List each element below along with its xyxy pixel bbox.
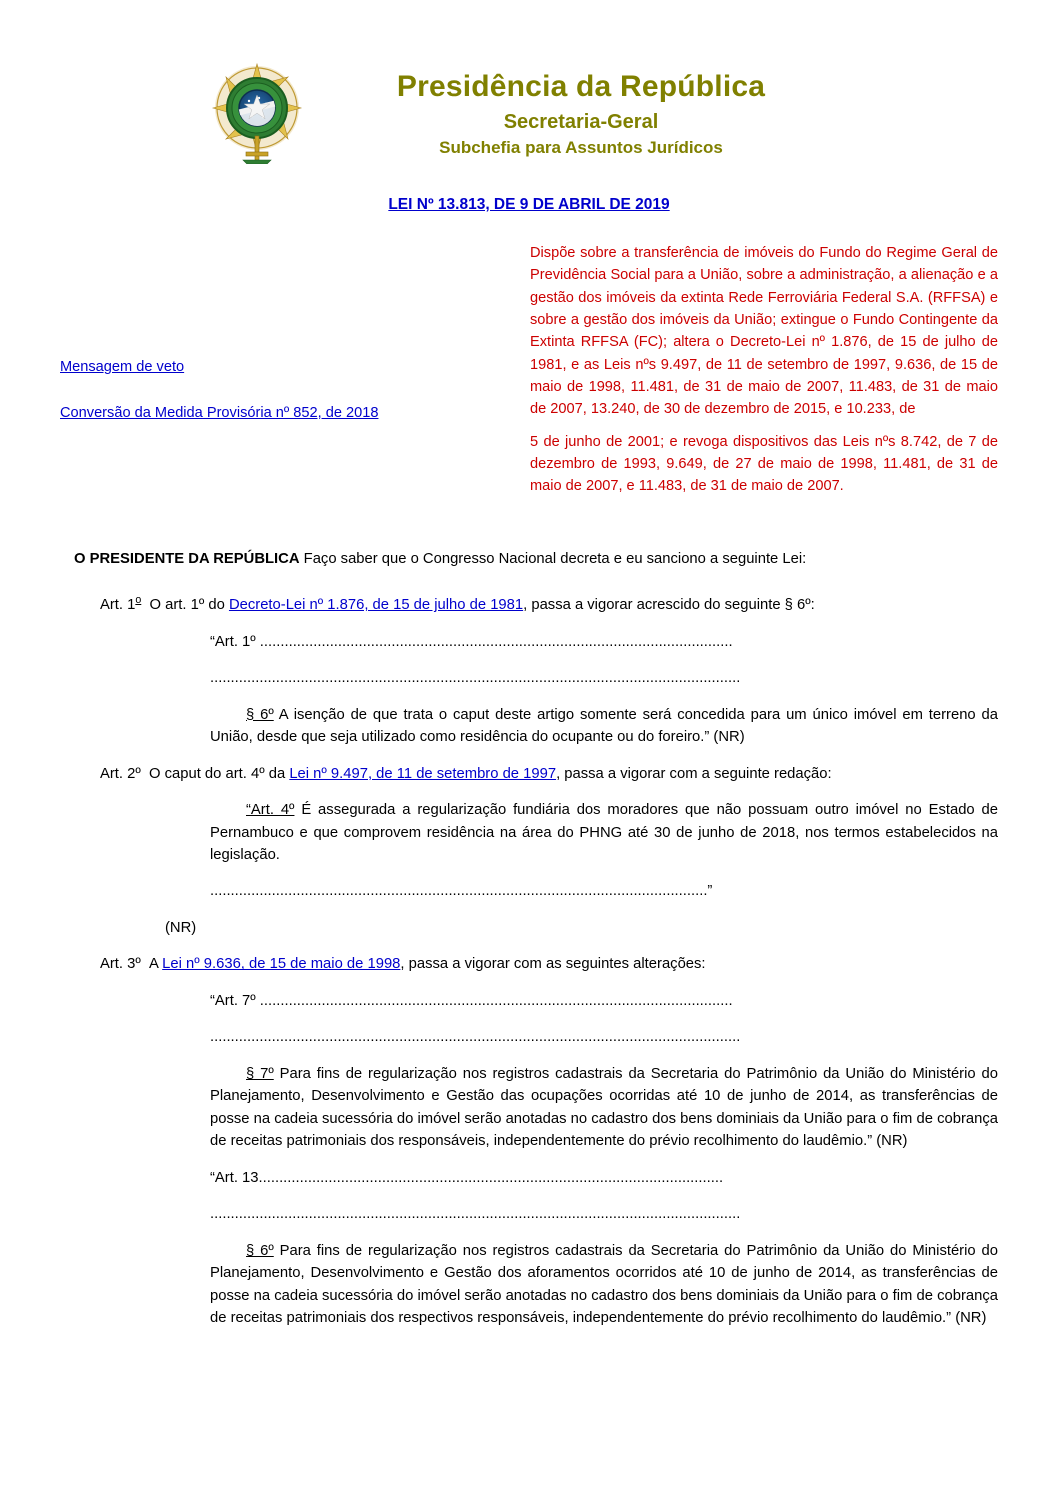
article-2-quote-text: É assegurada a regularização fundiária dos moradores que não possuam outro imóvel no Estado de Pernambuco e que comprovem residência na área do PHNG até 30 de junho de 2018, nos termos estabelecidos na legislação. xyxy=(210,802,998,863)
article-2-quote xyxy=(60,799,998,866)
top-block xyxy=(60,240,998,530)
article-1-link[interactable]: Decreto-Lei nº 1.876, de 15 de julho de 1981 xyxy=(228,597,524,614)
article-1-label: Art. 1$^o$ xyxy=(100,594,142,614)
article-2-text-after: , passa a vigorar com a seguinte redação: xyxy=(556,765,832,782)
org-subtitle-2: Subchefia para Assuntos Jurídicos xyxy=(439,137,723,157)
article-3-paragraph-7 xyxy=(60,1063,998,1153)
ementa-paragraph-2: 5 de junho de 2001; e revoga dispositivos das Leis nºs 8.742, de 7 de dezembro de 1993, 9.649, de 27 de maio de 1998, 11.481, de 31 de maio de 2007, e 11.483, de 31 de maio de 2007. xyxy=(530,433,998,495)
article-1-paragraph-6-mark: § 6º xyxy=(246,706,274,723)
article-3-label: Art. 3º xyxy=(100,956,141,973)
article-3-text-before: A xyxy=(149,956,163,973)
article-3-paragraph-7-text: Para fins de regularização nos registros cadastrais da Secretaria do Patrimônio da União do Ministério do Planejamento, Desenvolvimento e Gestão das ocupações ocorridas até 10 de junho de 2014, as transferências de posse na cadeia sucessória do imóvel serão anotadas no cadastro dos bens dominiais da União para o fim de cobrança de receitas patrimoniais dos responsáveis, independentemente do prévio recolhimento do laudêmio.” (NR) xyxy=(210,1065,998,1150)
header-titles xyxy=(304,52,998,159)
article-1-paragraph-6 xyxy=(60,704,998,749)
article-3-quote-1: “Art. 7º ................................................................................................................... xyxy=(210,992,733,1009)
article-1-dots: ................................................................................................................................. xyxy=(210,670,741,687)
link-conversao-medida-provisoria[interactable]: Conversão da Medida Provisória nº 852, de 2018 xyxy=(60,404,379,421)
law-title: LEI Nº 13.813, DE 9 DE ABRIL DE 2019 xyxy=(388,196,670,213)
law-title-container xyxy=(60,196,998,214)
article-1-text-before: O art. 1º do xyxy=(149,597,229,614)
article-2-dots: .........................................................................................................................” xyxy=(210,883,713,900)
article-1-paragraph-6-text: A isenção de que trata o caput deste artigo somente será concedida para um único imóvel em terreno da União, desde que seja utilizado como residência do ocupante ou do foreiro.” (NR) xyxy=(210,706,998,746)
article-3 xyxy=(60,953,998,975)
article-2 xyxy=(60,763,998,785)
article-2-link[interactable]: Lei nº 9.497, de 11 de setembro de 1997 xyxy=(289,765,557,782)
link-mensagem-de-veto[interactable]: Mensagem de veto xyxy=(60,359,185,375)
article-1-quote-1: “Art. 1º ................................................................................................................... xyxy=(210,633,733,650)
ementa-paragraph-1: Dispõe sobre a transferência de imóveis do Fundo do Regime Geral de Previdência Social para a União, sobre a administração, a alienação e a gestão dos imóveis da extinta Rede Ferroviária Federal S.A. (RFFSA) e sobre a gestão dos imóveis da União; extingue o Fundo Contingente da Extinta RFFSA (FC); altera o Decreto-Lei nº 1.876, de 15 de julho de 1981, e as Leis nºs 9.497, de 11 de setembro de 1997, 9.636, de 15 de maio de 1998, 11.481, de 31 de maio de 2007, 11.483, de 31 de maio de 2007, 13.240, de 30 de dezembro de 2015, e 10.233, de xyxy=(530,245,998,418)
article-2-nr: (NR) xyxy=(165,919,197,936)
preamble-strong: O PRESIDENTE DA REPÚBLICA xyxy=(74,551,300,567)
article-3-text-after: , passa a vigorar com as seguintes alterações: xyxy=(400,956,706,973)
article-2-text-before: O caput do art. 4º da xyxy=(149,765,290,782)
article-3-dots-1: ................................................................................................................................. xyxy=(210,1029,741,1046)
article-3-paragraph-6-mark: § 6º xyxy=(246,1242,274,1259)
article-2-label: Art. 2º xyxy=(100,765,141,782)
article-2-quote-mark: “Art. 4º xyxy=(246,802,295,819)
org-subtitle-1: Secretaria-Geral xyxy=(503,110,659,133)
article-1-text-after: , passa a vigorar acrescido do seguinte § 6º: xyxy=(523,597,815,614)
article-3-paragraph-7-mark: § 7º xyxy=(246,1065,274,1082)
article-3-paragraph-6 xyxy=(60,1240,998,1330)
preamble-rest: Faço saber que o Congresso Nacional decreta e eu sanciono a seguinte Lei: xyxy=(299,551,807,567)
article-3-quote-2: “Art. 13................................................................................................................. xyxy=(210,1169,724,1186)
article-1 xyxy=(60,592,998,616)
article-3-paragraph-6-text: Para fins de regularização nos registros cadastrais da Secretaria do Patrimônio da União do Ministério do Planejamento, Desenvolvimento e Gestão dos aforamentos ocorridos até 10 de junho de 2014, as transferências de posse na cadeia sucessória do imóvel serão anotadas no cadastro dos bens dominiais da União para o fim de cobrança de receitas patrimoniais dos respectivos responsáveis, independentemente do prévio recolhimento do laudêmio.” (NR) xyxy=(210,1242,998,1327)
org-title: Presidência da República xyxy=(396,70,766,103)
ementa xyxy=(530,240,998,508)
document-header xyxy=(60,52,998,164)
coat-of-arms-icon xyxy=(210,58,304,164)
preamble xyxy=(60,548,998,570)
article-3-link[interactable]: Lei nº 9.636, de 15 de maio de 1998 xyxy=(162,956,401,973)
related-links xyxy=(60,240,530,449)
article-3-dots-2: ................................................................................................................................. xyxy=(210,1206,741,1223)
